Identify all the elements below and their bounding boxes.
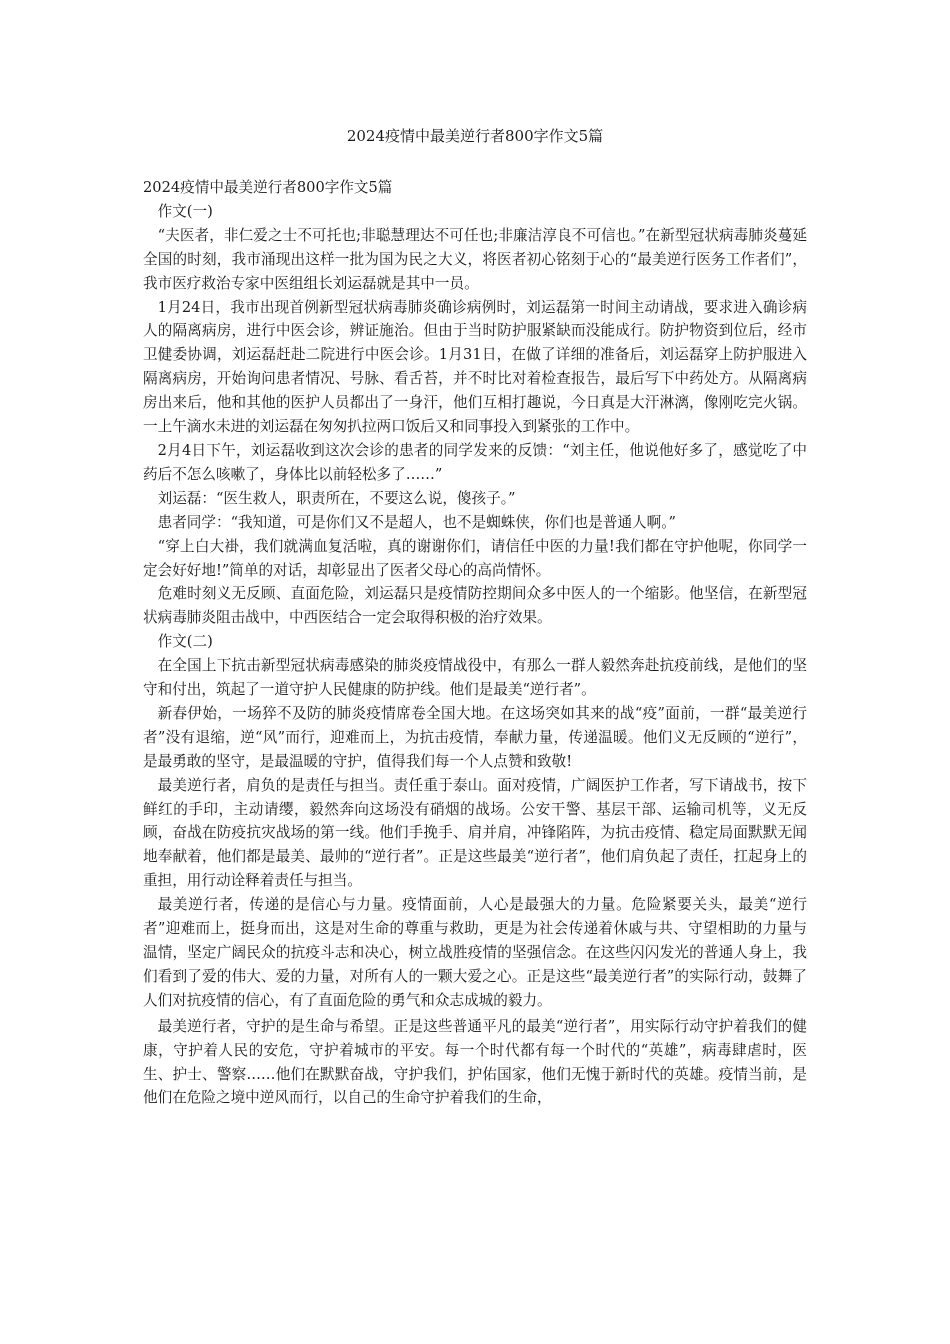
paragraph: 2月4日下午，刘运磊收到这次会诊的患者的同学发来的反馈：“刘主任，他说他好多了，感觉吃了中药后不怎么咳嗽了，身体比以前轻松多了……”	[143, 441, 807, 483]
paragraph: 最美逆行者，守护的是生命与希望。正是这些普通平凡的最美“逆行者”，用实际行动守护着我们的健康，守护着人民的安危，守护着城市的平安。每一个时代都有每一个时代的“英雄”，病毒肆虐时，医生、护士、警察……他们在默默奋战，守护我们，护佑国家，他们无愧于新时代的英雄。疫情当前，是他们在危险之境中逆风而行，以自己的生命守护着我们的生命，	[143, 1017, 807, 1107]
paragraph: 刘运磊：“医生救人，职责所在，不要这么说，傻孩子。”	[157, 489, 516, 507]
paragraph: “夫医者，非仁爱之士不可托也;非聪慧理达不可任也;非廉洁淳良不可信也。”在新型冠状病毒肺炎蔓延全国的时刻，我市涌现出这样一批为国为民之大义，将医者初心铭刻于心的“最美逆行医务工作者们”，我市医疗救治专家中医组组长刘运磊就是其中一员。	[143, 226, 807, 292]
essay-heading-2: 作文(二)	[157, 633, 213, 651]
body-heading: 2024疫情中最美逆行者800字作文5篇	[143, 179, 393, 196]
document-title: 2024疫情中最美逆行者800字作文5篇	[346, 127, 604, 145]
paragraph: 1月24日，我市出现首例新型冠状病毒肺炎确诊病例时，刘运磊第一时间主动请战，要求进入确诊病人的隔离病房，进行中医会诊，辨证施治。但由于当时防护服紧缺而没能成行。防护物资到位后，经市卫健委协调，刘运磊赶赴二院进行中医会诊。1月31日，在做了详细的准备后，刘运磊穿上防护服进入隔离病房，开始询问患者情况、号脉、看舌苔，并不时比对着检查报告，最后写下中药处方。从隔离病房出来后，他和其他的医护人员都出了一身汗，他们互相打趣说，今日真是大汗淋漓，像刚吃完火锅。一上午滴水未进的刘运磊在匆匆扒拉两口饭后又和同事投入到紧张的工作中。	[143, 298, 807, 436]
paragraph: 最美逆行者，传递的是信心与力量。疫情面前，人心是最强大的力量。危险紧要关头，最美“逆行者”迎难而上，挺身而出，这是对生命的尊重与救助，更是为社会传递着休戚与共、守望相助的力量与温情，坚定广阔民众的抗疫斗志和决心，树立战胜疫情的坚强信念。在这些闪闪发光的普通人身上，我们看到了爱的伟大、爱的力量，对所有人的一颗大爱之心。正是这些“最美逆行者”的实际行动，鼓舞了人们对抗疫情的信心，有了直面危险的勇气和众志成城的毅力。	[143, 896, 807, 1009]
document-body	[143, 176, 807, 1110]
paragraph: 在全国上下抗击新型冠状病毒感染的肺炎疫情战役中，有那么一群人毅然奔赴抗疫前线，是他们的坚守和付出，筑起了一道守护人民健康的防护线。他们是最美“逆行者”。	[143, 657, 807, 699]
paragraph: 最美逆行者，肩负的是责任与担当。责任重于泰山。面对疫情，广阔医护工作者，写下请战书，按下鲜红的手印，主动请缨，毅然奔向这场没有硝烟的战场。公安干警、基层干部、运输司机等，义无反顾，奋战在防疫抗灾战场的第一线。他们手挽手、肩并肩，冲锋陷阵，为抗击疫情、稳定局面默默无闻地奉献着，他们都是最美、最帅的“逆行者”。正是这些最美“逆行者”，他们肩负起了责任，扛起身上的重担，用行动诠释着责任与担当。	[143, 776, 807, 890]
paragraph: 危难时刻义无反顾、直面危险，刘运磊只是疫情防控期间众多中医人的一个缩影。他坚信，在新型冠状病毒肺炎阻击战中，中西医结合一定会取得积极的治疗效果。	[143, 585, 807, 627]
paragraph: 新春伊始，一场猝不及防的肺炎疫情席卷全国大地。在这场突如其来的战“疫”面前，一群“最美逆行者”没有退缩，逆“风”而行，迎难而上，为抗击疫情，奉献力量，传递温暖。他们义无反顾的“逆行”，是最勇敢的坚守，是最温暖的守护，值得我们每一个人点赞和致敬!	[143, 704, 807, 770]
essay-heading-1: 作文(一)	[157, 202, 213, 220]
paragraph: 患者同学：“我知道，可是你们又不是超人，也不是蜘蛛侠，你们也是普通人啊。”	[157, 513, 676, 531]
paragraph: “穿上白大褂，我们就满血复活啦，真的谢谢你们，请信任中医的力量!我们都在守护他呢，你同学一定会好好地!”简单的对话，却彰显出了医者父母心的高尚情怀。	[143, 537, 807, 579]
